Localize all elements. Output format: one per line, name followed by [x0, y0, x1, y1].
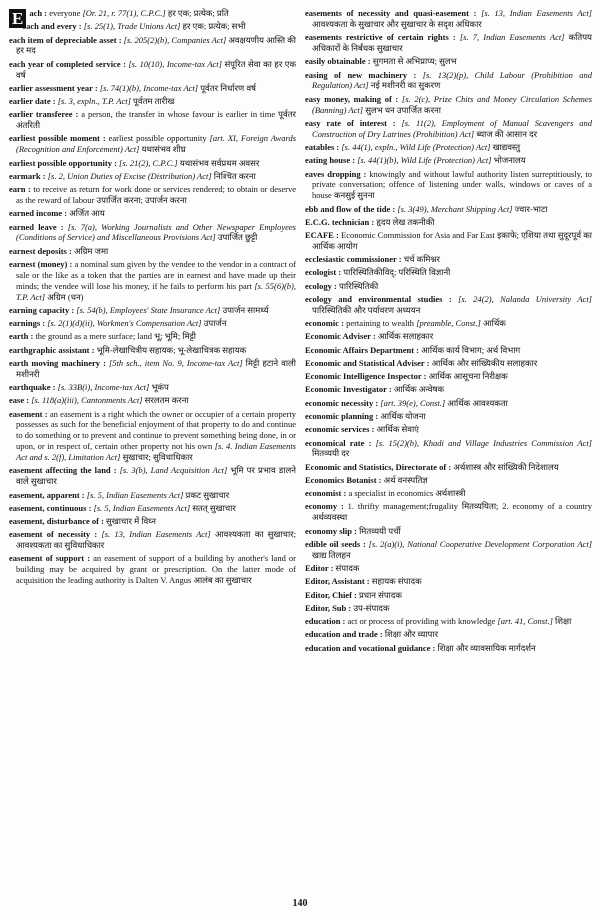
entry-headword: each and every : [22, 21, 84, 32]
entry-hindi-equivalent: संपूरित सेवा का हर एक वर्ष [16, 58, 296, 80]
dictionary-entry [9, 222, 296, 244]
dictionary-entry [305, 590, 592, 601]
entry-headword: easements of necessity and quasi-easement : [305, 8, 482, 18]
dictionary-entry [305, 616, 592, 627]
entry-definition: a person, the transfer in whose favour is earlier in time [81, 109, 276, 120]
entry-hindi-equivalent: आर्थिक आसूचना निरीक्षक [428, 371, 508, 382]
entry-headword: ecologist : [305, 267, 344, 278]
entry-definition: an easement of support of a building by another's land or building may be acquired by grant or prescription. On the latter mode of acquisition the leading authority is Dalten V. Angus [16, 553, 296, 586]
dictionary-entry [9, 318, 296, 329]
dictionary-entry [305, 424, 592, 435]
entry-hindi-equivalent: अर्थशास्त्र और सांख्यिकी निदेशालय [453, 461, 559, 472]
entry-headword: each item of depreciable asset : [9, 34, 124, 45]
entry-hindi-equivalent: मितव्ययी पर्ची [359, 525, 401, 536]
dictionary-entry [9, 529, 296, 551]
dictionary-entry [9, 395, 296, 406]
entry-headword: easement, apparent : [9, 489, 87, 500]
entry-hindi-equivalent: आर्थिक अन्वेषक [393, 384, 445, 395]
entry-hindi-equivalent: उपार्जन [201, 318, 227, 329]
dictionary-entry [9, 409, 296, 463]
entry-hindi-equivalent: उपार्जित छुट्टी [215, 232, 258, 243]
entry-definition: a nominal sum given by the vendee to the vendor in a contract of sale or the like as a token that the parties are in earnest and have made up their minds; the vendee will lose his money, if he fails to perform his part [16, 258, 296, 291]
entry-hindi-equivalent: भूमि-लेखाचित्रीय सहायक; भू-लेखाचित्रक सहायक [96, 344, 247, 355]
entry-headword: easement, disturbance of : [9, 516, 107, 527]
dictionary-entry [305, 142, 592, 153]
dictionary-entry [9, 465, 296, 487]
entry-headword: Economic and Statistics, Directorate of : [305, 461, 454, 472]
entry-definition: earliest possible opportunity [108, 133, 210, 144]
entry-hindi-equivalent: आर्थिक योजना [380, 410, 426, 421]
dictionary-entry [9, 382, 296, 393]
entry-headword: ecology and environmental studies : [305, 293, 459, 304]
dictionary-entry [9, 158, 296, 169]
entry-hindi-equivalent: भूकंप [149, 382, 169, 393]
entry-headword: eating house : [305, 155, 358, 166]
dictionary-entry [9, 59, 296, 81]
dictionary-entry [9, 516, 296, 527]
left-column [9, 8, 296, 893]
entry-definition: pertaining to wealth [346, 318, 417, 329]
entry-hindi-equivalent: कतिपय अधिकारों के निर्बंधक सुखाचार [312, 32, 592, 54]
entry-headword: eatables : [305, 141, 342, 152]
entry-source-citation: [s. 3, expln., T.P. Act] [57, 96, 131, 107]
entry-definition: the ground as a mere surface; land [35, 331, 153, 342]
entry-definition: an easement is a right which the owner or occupier of a certain property possesses as such for the beneficial enjoyment of that property to do and continue to do something or to prevent and continue to prevent something being done, in or upon, or in respect of, certain other property not his own [16, 408, 296, 452]
dictionary-entry [305, 526, 592, 537]
entry-hindi-equivalent: आलंब का सुखाचार [191, 575, 252, 586]
dictionary-entry [305, 155, 592, 166]
entry-headword: Economic and Statistical Adviser : [305, 357, 432, 368]
entry-source-citation: [s. 74(1)(b), Income-tax Act] [99, 82, 199, 93]
dictionary-entry [305, 169, 592, 202]
entry-headword: economic planning : [305, 410, 381, 421]
dictionary-entry [305, 358, 592, 369]
entry-headword: eaves dropping : [305, 168, 370, 179]
entry-hindi-equivalent: यथासंभव शीघ्र [139, 144, 186, 155]
dictionary-entry [305, 576, 592, 587]
dictionary-entry [305, 462, 592, 473]
entry-hindi-equivalent: मितव्ययिता; 2. economy of a country अर्थव्यवस्था [312, 501, 592, 523]
dictionary-entry [305, 371, 592, 382]
dictionary-entry [9, 133, 296, 155]
entry-source-citation: [s. 7, Indian Easements Act] [459, 32, 565, 43]
entry-hindi-equivalent: यथासंभव सर्वप्रथम अवसर [177, 157, 260, 168]
entry-source-citation: [s. 13, Indian Easements Act] [101, 529, 211, 540]
page-number: 140 [292, 898, 308, 909]
dictionary-entry [9, 35, 296, 57]
entry-headword: Editor : [305, 563, 336, 573]
entry-hindi-equivalent: सतत् सुखाचार [190, 502, 236, 513]
entry-source-citation: [s. 3(49), Merchant Shipping Act] [397, 203, 513, 214]
dictionary-entry [9, 259, 296, 303]
entry-headword: education : [305, 616, 348, 627]
entry-source-citation: [s. 25(1), Trade Unions Act] [83, 21, 181, 32]
entry-source-citation: [art. XI, Foreign Awards (Recognition and Enforcement) Act] [16, 133, 296, 155]
entry-hindi-equivalent: शिक्षा [552, 616, 572, 627]
dictionary-entry [305, 217, 592, 228]
entry-hindi-equivalent: उपार्जित करना; उपार्जन करना [94, 195, 187, 206]
entry-headword: E.C.G. technician : [305, 216, 377, 227]
entry-headword: ease : [9, 395, 32, 406]
entry-headword: Editor, Assistant : [305, 576, 372, 587]
dictionary-entry [305, 94, 592, 116]
entry-hindi-equivalent: इकाफे; एशिया तथा सुदूरपूर्व का आर्थिक आयोग [312, 230, 592, 251]
entry-source-citation: [s. 21(2), C.P.C.] [119, 157, 178, 168]
dictionary-entry [305, 70, 592, 92]
entry-hindi-equivalent: भोजनालय [491, 155, 526, 166]
entry-hindi-equivalent: चर्च कमिश्नर [403, 254, 440, 265]
entry-headword: Editor, Chief : [305, 589, 359, 600]
entry-source-citation: [s. 118(a)(iii), Cantonments Act] [31, 395, 143, 406]
entry-hindi-equivalent: भू; भूमि; मिट्टी [152, 331, 197, 342]
dictionary-entry [305, 8, 592, 30]
entry-headword: earnest (money) : [9, 258, 75, 269]
entry-hindi-equivalent: आर्थिक कार्य विभाग; अर्थ विभाग [421, 344, 521, 355]
entry-hindi-equivalent: अर्थशास्त्री [433, 488, 466, 499]
entry-headword: ecology : [305, 280, 339, 291]
entry-source-citation: [art. 39(e), Const.] [380, 397, 446, 408]
entry-hindi-equivalent: शिक्षा और व्यावसायिक मार्गदर्शन [437, 642, 536, 653]
entry-hindi-equivalent: सरलतम करना [142, 395, 189, 406]
entry-hindi-equivalent: अग्रिम जमा [73, 245, 109, 256]
dictionary-entry [305, 254, 592, 265]
entry-headword: earned leave : [9, 221, 68, 232]
entry-headword: economic services : [305, 424, 377, 435]
entry-hindi-equivalent: सुखाचार; सुविधाधिकार [120, 452, 193, 463]
entry-headword: Editor, Sub : [305, 602, 354, 613]
dictionary-entry [305, 603, 592, 614]
entry-headword: edible oil seeds : [305, 538, 369, 549]
dictionary-entry [305, 384, 592, 395]
dictionary-entry [305, 56, 592, 67]
entry-headword: earnings : [9, 318, 48, 329]
dictionary-entry [9, 171, 296, 182]
entry-source-citation: [Or. 21, r. 77(1), C.P.C.] [82, 8, 166, 18]
entry-hindi-equivalent: आवश्यकता के सुखाचार और सुखाचार के सदृश अधिकार [312, 18, 482, 29]
entry-hindi-equivalent: सुखाचार में विघ्न [106, 516, 156, 527]
entry-source-citation: [5th sch., item No. 9, Income-tax Act] [108, 357, 243, 368]
entry-source-citation: [s. 2(c), Prize Chits and Money Circulation Schemes (Banning) Act] [312, 93, 592, 115]
entry-headword: earthquake : [9, 382, 58, 393]
entry-hindi-equivalent: प्रधान संपादक [359, 589, 402, 600]
entry-headword: easy rate of interest : [305, 117, 402, 128]
entry-headword: earlier transferee : [9, 109, 82, 120]
dictionary-entry [305, 488, 592, 499]
entry-hindi-equivalent: पारिस्थितिकीविद्; परिस्थिति विज्ञानी [343, 267, 451, 278]
entry-definition: 1. thrifty management;frugality [347, 501, 459, 512]
entry-hindi-equivalent: सुलभ धन उपार्जित करना [363, 104, 441, 115]
dictionary-entry [305, 204, 592, 215]
dictionary-entry [305, 318, 592, 329]
entry-headword: earn : [9, 184, 34, 195]
entry-headword: Economic Affairs Department : [305, 344, 422, 355]
entry-source-citation: [s. 7(a), Working Journalists and Other Newspaper Employees (Conditions of Service) and Miscellaneous Provisions Act] [16, 221, 296, 243]
entry-headword: easement of necessity : [9, 529, 102, 540]
entry-hindi-equivalent: निश्चित करना [211, 170, 256, 181]
dictionary-entry [305, 267, 592, 278]
entry-hindi-equivalent: हर एक; प्रत्येक; सभी [180, 21, 246, 32]
entry-hindi-equivalent: सुगमता से अभिप्राप्य; सुलभ [372, 56, 457, 67]
entry-headword: education and vocational guidance : [305, 642, 438, 653]
entry-headword: economy : [305, 501, 348, 512]
entry-headword: easements restrictive of certain rights : [305, 32, 460, 43]
dictionary-entry [9, 21, 296, 32]
two-column-body [9, 8, 592, 893]
entry-hindi-equivalent: अवक्षयणीय आस्ति की हर मद [16, 34, 296, 56]
entry-hindi-equivalent: ज्वार-भाटा [512, 203, 548, 214]
entry-headword: easement, continuous : [9, 502, 94, 513]
entry-headword: Economics Botanist : [305, 474, 384, 485]
entry-source-citation: [s. 33B(i), Income-tax Act] [57, 382, 150, 393]
entry-headword: easy money, making of : [305, 93, 402, 104]
entry-hindi-equivalent: अर्थ वनस्पतिज्ञ [383, 474, 428, 485]
entry-hindi-equivalent: आर्थिक सलाहकार [377, 331, 434, 342]
entry-hindi-equivalent: हर एक; प्रत्येक; प्रति [165, 8, 229, 18]
entry-hindi-equivalent: संपादक [335, 563, 360, 573]
entry-hindi-equivalent: मितव्ययी दर [312, 448, 350, 459]
entry-headword: easement of support : [9, 553, 94, 564]
entry-definition: Economic Commission for Asia and Far East [341, 230, 495, 241]
entry-hindi-equivalent: अर्जित आय [69, 208, 105, 219]
dictionary-entry [9, 490, 296, 501]
entry-headword: earlier date : [9, 96, 58, 107]
entry-hindi-equivalent: हृदय लेख तकनीकी [376, 216, 435, 227]
dictionary-entry [305, 118, 592, 140]
dictionary-entry [305, 294, 592, 316]
entry-hindi-equivalent: खाद्यवस्तु [490, 141, 521, 152]
dictionary-entry [305, 501, 592, 523]
entry-definition: a specialist in economics [348, 488, 434, 499]
entry-headword: education and trade : [305, 629, 385, 640]
entry-hindi-equivalent: उपार्जन सामर्थ्य [220, 304, 269, 315]
entry-headword: earliest possible moment : [9, 133, 109, 144]
entry-source-citation: [art. 41, Const.] [497, 616, 553, 627]
entry-headword: economic : [305, 318, 347, 329]
entry-headword: earned income : [9, 208, 70, 219]
entry-headword: easily obtainable : [305, 56, 373, 67]
entry-hindi-equivalent: उप-संपादक [353, 602, 390, 613]
entry-source-citation: [s. 24(2), Nalanda University Act] [458, 293, 592, 304]
entry-source-citation: [s. 44(1), expln., Wild Life (Protection) Act] [341, 141, 491, 152]
entry-headword: ebb and flow of the tide : [305, 203, 398, 214]
dictionary-entry [305, 411, 592, 422]
entry-hindi-equivalent: शिक्षा और व्यापार [384, 629, 439, 640]
entry-hindi-equivalent: सहायक संपादक [371, 576, 422, 587]
entry-headword: earning capacity : [9, 304, 77, 315]
entry-headword: easing of new machinery : [305, 69, 423, 80]
entry-source-citation: [s. 205(2)(b), Companies Act] [123, 34, 227, 45]
entry-hindi-equivalent: आर्थिक [480, 318, 506, 329]
entry-source-citation: [s. 10(10), Income-tax Act] [128, 58, 222, 69]
entry-hindi-equivalent: आवश्यकता का सुखाचार; आवश्यकता का सुविधाधिकार [16, 529, 296, 551]
entry-hindi-equivalent: ब्याज की आसान दर [474, 128, 538, 139]
entry-headword: ach : [29, 8, 50, 18]
dictionary-entry [9, 83, 296, 94]
entry-headword: easement : [9, 408, 50, 419]
entry-headword: economy slip : [305, 525, 360, 536]
entry-hindi-equivalent: कनसुई सुनना [331, 190, 375, 201]
right-column [305, 8, 592, 893]
entry-headword: earmark : [9, 170, 48, 181]
dictionary-entry [305, 629, 592, 640]
entry-source-citation: [s. 5, Indian Easements Act] [86, 489, 184, 500]
entry-headword: each year of completed service : [9, 58, 129, 69]
entry-hindi-equivalent: अग्रिम (धन) [45, 291, 84, 302]
entry-headword: earnest deposits : [9, 245, 74, 256]
dictionary-entry [9, 553, 296, 586]
entry-source-citation: [s. 15(2)(b), Khadi and Village Industries Commission Act] [375, 437, 592, 448]
dictionary-entry [305, 539, 592, 561]
dictionary-entry [305, 345, 592, 356]
entry-source-citation: [s. 44(1)(b), Wild Life (Protection) Act] [357, 155, 492, 166]
entry-source-citation: [s. 2(1)(d)(ii), Workmen's Compensation Act] [47, 318, 202, 329]
entry-hindi-equivalent: आर्थिक आवश्यकता [445, 397, 508, 408]
entry-definition: knowingly and without lawful authority listen surreptitiously, to private conversation; offence of listening under walls, windows or caves of a house [312, 168, 592, 201]
entry-source-citation: [s. 5, Indian Easements Act] [93, 502, 191, 513]
entry-headword: earth : [9, 331, 36, 342]
entry-source-citation: [s. 4. Indian Easements Act and s. 2(f), Limitation Act] [16, 441, 296, 463]
dictionary-entry [305, 643, 592, 654]
entry-source-citation: [s. 54(b), Employees' State Insurance Act] [76, 304, 221, 315]
dictionary-entry [305, 281, 592, 292]
entry-headword: easement affecting the land : [9, 465, 120, 476]
drop-cap-letter: E [9, 9, 26, 28]
entry-hindi-equivalent: नई मशीनरी का सुकरण [368, 80, 441, 91]
entry-hindi-equivalent: खाद्य तिलहन [312, 549, 351, 560]
entry-headword: Economic Intelligence Inspector : [305, 371, 429, 382]
entry-headword: Economic Adviser : [305, 331, 378, 342]
entry-headword: earlier assessment year : [9, 82, 100, 93]
entry-definition: act or process of providing with knowledge [347, 616, 498, 627]
entry-hindi-equivalent: प्रकट सुखाचार [183, 489, 230, 500]
entry-hindi-equivalent: मिट्टी हटाने वाली मशीनरी [16, 357, 296, 379]
entry-source-citation: [preamble, Const.] [416, 318, 481, 329]
dictionary-entry [9, 358, 296, 380]
dictionary-entry [305, 475, 592, 486]
dictionary-entry [305, 438, 592, 460]
entry-hindi-equivalent: पूर्वतम तारीख [130, 96, 175, 107]
entry-headword: economic necessity : [305, 397, 381, 408]
dictionary-entry [305, 230, 592, 252]
entry-source-citation: [s. 3(b), Land Acquisition Act] [119, 465, 228, 476]
dictionary-entry [305, 32, 592, 54]
dictionary-entry [9, 331, 296, 342]
entry-source-citation: [s. 55(6)(b), T.P. Act] [16, 280, 296, 302]
entry-definition: everyone [49, 8, 83, 18]
entry-source-citation: [s. 13(2)(p), Child Labour (Prohibition and Regulation) Act] [312, 69, 592, 91]
entry-definition: to receive as return for work done or services rendered; to obtain or deserve as the reward of labour [16, 184, 296, 206]
entry-headword: earthgraphic assistant : [9, 344, 97, 355]
entry-headword: economical rate : [305, 437, 376, 448]
dictionary-entry [305, 398, 592, 409]
entry-headword: economist : [305, 488, 349, 499]
dictionary-entry [9, 96, 296, 107]
entry-source-citation: [s. 2(a)(i), National Cooperative Development Corporation Act] [368, 538, 592, 549]
entry-hindi-equivalent: पारिस्थितिकी और पर्यावरण अध्ययन [312, 304, 421, 315]
entry-source-citation: [s. 2, Union Duties of Excise (Distribution) Act] [47, 170, 212, 181]
entry-source-citation: [s. 13, Indian Easements Act] [481, 8, 592, 18]
entry-hindi-equivalent: आर्थिक और सांख्यिकीय सलाहकार [431, 357, 538, 368]
dictionary-entry [305, 563, 592, 574]
dictionary-entry [9, 503, 296, 514]
entry-hindi-equivalent: पूर्वतर निर्धारण वर्ष [198, 82, 256, 93]
entry-source-citation: [s. 11(2), Employment of Manual Scavengers and Construction of Dry Latrines (Prohibition) Act] [312, 117, 592, 139]
dictionary-entry [9, 184, 296, 206]
entry-hindi-equivalent: पूर्वतर अंतरिती [16, 109, 296, 131]
entry-headword: earth moving machinery : [9, 357, 109, 368]
dictionary-entry [305, 331, 592, 342]
entry-headword: earliest possible opportunity : [9, 157, 120, 168]
dictionary-entry [9, 345, 296, 356]
entry-headword: Economic Investigator : [305, 384, 394, 395]
dictionary-entry [9, 305, 296, 316]
entry-headword: ecclesiastic commissioner : [305, 254, 404, 265]
entry-hindi-equivalent: आर्थिक सेवाएं [376, 424, 419, 435]
entry-hindi-equivalent: पारिस्थितिकी [339, 280, 379, 291]
dictionary-entry [9, 208, 296, 219]
entry-headword: ECAFE : [305, 230, 342, 241]
dictionary-entry [9, 109, 296, 131]
dictionary-entry [9, 246, 296, 257]
entry-hindi-equivalent: भूमि पर प्रभाव डालने वाले सुखाचार [16, 465, 296, 487]
